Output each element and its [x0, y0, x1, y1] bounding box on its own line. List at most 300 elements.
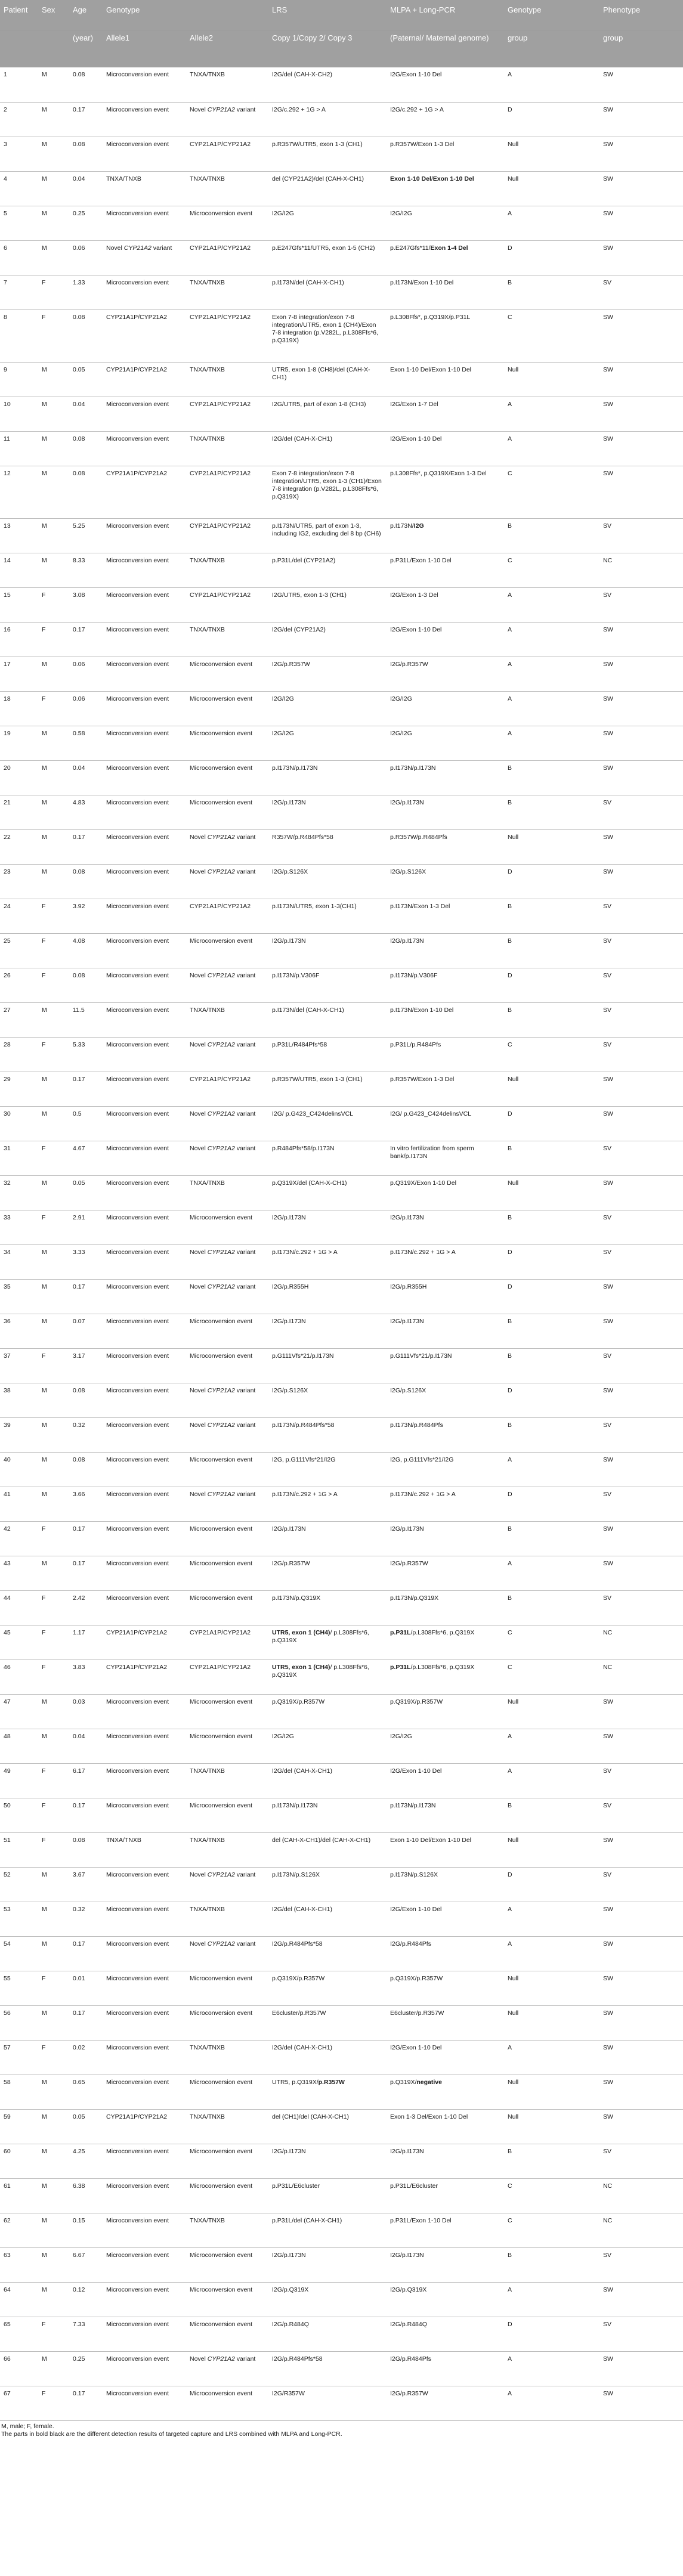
cell-lrs: p.I173N/c.292 + 1G > A [268, 1487, 387, 1521]
cell-allele2: Microconversion event [186, 760, 268, 795]
cell-patient: 31 [0, 1141, 38, 1175]
cell-patient: 38 [0, 1383, 38, 1417]
cell-sex: M [38, 1556, 69, 1590]
cell-phenotype-group: SV [599, 1348, 683, 1383]
table-row [0, 2075, 683, 2109]
cell-phenotype-group: NC [599, 2178, 683, 2213]
cell-patient: 34 [0, 1244, 38, 1279]
table-row [0, 2247, 683, 2282]
cell-phenotype-group: SW [599, 206, 683, 240]
cell-lrs: p.I173N/p.I173N [268, 760, 387, 795]
cell-mlpa: p.P31L/E6cluster [387, 2178, 504, 2213]
table-row [0, 691, 683, 726]
cell-mlpa: I2G/p.I173N [387, 1521, 504, 1556]
table-row [0, 553, 683, 587]
cell-sex: M [38, 171, 69, 206]
cell-mlpa: I2G/p.I173N [387, 2247, 504, 2282]
cell-sex: M [38, 1936, 69, 1971]
cell-genotype-group: Null [504, 1694, 599, 1729]
cell-phenotype-group: SV [599, 1417, 683, 1452]
table-row [0, 397, 683, 431]
cell-genotype-group: B [504, 518, 599, 553]
cell-mlpa: p.I173N/p.R484Pfs [387, 1417, 504, 1452]
cell-allele2: Microconversion event [186, 2386, 268, 2420]
cell-mlpa: p.I173N/c.292 + 1G > A [387, 1244, 504, 1279]
cell-sex: M [38, 2109, 69, 2144]
cell-genotype-group: B [504, 1002, 599, 1037]
cell-lrs: I2G/UTR5, part of exon 1-8 (CH3) [268, 397, 387, 431]
cell-allele1: Microconversion event [103, 968, 186, 1002]
table-row [0, 1417, 683, 1452]
cell-mlpa: I2G/Exon 1-10 Del [387, 2040, 504, 2075]
cell-genotype-group: B [504, 1798, 599, 1832]
cell-phenotype-group: NC [599, 2213, 683, 2247]
cell-phenotype-group: SV [599, 795, 683, 829]
cell-sex: F [38, 2386, 69, 2420]
cell-age: 6.38 [69, 2178, 103, 2213]
cell-mlpa: I2G/p.I173N [387, 795, 504, 829]
cell-mlpa: E6cluster/p.R357W [387, 2005, 504, 2040]
cell-age: 0.08 [69, 67, 103, 102]
cell-genotype-group: D [504, 2317, 599, 2351]
cell-allele1: Microconversion event [103, 622, 186, 657]
cell-phenotype-group: SW [599, 864, 683, 899]
cell-lrs: I2G/R357W [268, 2386, 387, 2420]
header-genotype-alleles: Genotype [103, 0, 186, 30]
table-row [0, 1141, 683, 1175]
cell-allele1: Microconversion event [103, 2040, 186, 2075]
cell-age: 4.83 [69, 795, 103, 829]
cell-mlpa: p.I173N/Exon 1-3 Del [387, 899, 504, 933]
cell-allele2: TNXA/TNXB [186, 1902, 268, 1936]
cell-age: 0.08 [69, 1452, 103, 1487]
table-row [0, 1002, 683, 1037]
cell-allele1: Microconversion event [103, 2213, 186, 2247]
cell-lrs: p.P31L/E6cluster [268, 2178, 387, 2213]
cell-sex: M [38, 1175, 69, 1210]
cell-patient: 42 [0, 1521, 38, 1556]
cell-lrs: p.R357W/UTR5, exon 1-3 (CH1) [268, 137, 387, 171]
cell-phenotype-group: SW [599, 726, 683, 760]
cell-allele1: Microconversion event [103, 1867, 186, 1902]
cell-patient: 8 [0, 309, 38, 362]
cell-mlpa: p.I173N/p.S126X [387, 1867, 504, 1902]
cell-sex: M [38, 1279, 69, 1314]
cell-allele2: CYP21A1P/CYP21A2 [186, 587, 268, 622]
cell-lrs: I2G/p.I173N [268, 2247, 387, 2282]
table-row [0, 2109, 683, 2144]
cell-phenotype-group: SW [599, 2040, 683, 2075]
cell-allele2: TNXA/TNXB [186, 1832, 268, 1867]
cell-sex: M [38, 1417, 69, 1452]
cell-lrs: UTR5, exon 1 (CH4)/ p.L308Ffs*6, p.Q319X [268, 1659, 387, 1694]
cell-allele2: Microconversion event [186, 2178, 268, 2213]
cell-phenotype-group: SW [599, 240, 683, 275]
cell-allele1: TNXA/TNXB [103, 171, 186, 206]
cell-allele1: Microconversion event [103, 933, 186, 968]
cell-patient: 67 [0, 2386, 38, 2420]
cell-patient: 41 [0, 1487, 38, 1521]
cell-genotype-group: B [504, 1521, 599, 1556]
cell-phenotype-group: SV [599, 1763, 683, 1798]
cell-mlpa: I2G/Exon 1-3 Del [387, 587, 504, 622]
cell-phenotype-group: SW [599, 309, 683, 362]
cell-phenotype-group: SW [599, 102, 683, 137]
cell-genotype-group: B [504, 933, 599, 968]
cell-age: 0.17 [69, 2005, 103, 2040]
cell-lrs: p.Q319X/p.R357W [268, 1971, 387, 2005]
cell-sex: M [38, 864, 69, 899]
cell-patient: 44 [0, 1590, 38, 1625]
cell-age: 4.25 [69, 2144, 103, 2178]
cell-age: 0.17 [69, 829, 103, 864]
table-row [0, 1694, 683, 1729]
cell-lrs: I2G/I2G [268, 206, 387, 240]
cell-genotype-group: A [504, 206, 599, 240]
table-row [0, 2178, 683, 2213]
cell-sex: M [38, 795, 69, 829]
table-row [0, 1037, 683, 1072]
cell-genotype-group: B [504, 1314, 599, 1348]
cell-sex: M [38, 1072, 69, 1106]
cell-phenotype-group: SV [599, 1798, 683, 1832]
cell-lrs: I2G/p.I173N [268, 1210, 387, 1244]
cell-patient: 26 [0, 968, 38, 1002]
cell-allele2: Novel CYP21A2 variant [186, 829, 268, 864]
cell-allele1: Microconversion event [103, 1902, 186, 1936]
cell-allele2: Microconversion event [186, 1971, 268, 2005]
cell-phenotype-group: SW [599, 2351, 683, 2386]
cell-allele1: TNXA/TNXB [103, 1832, 186, 1867]
cell-allele2: Microconversion event [186, 933, 268, 968]
cell-allele1: Microconversion event [103, 1314, 186, 1348]
cell-allele1: Microconversion event [103, 275, 186, 309]
cell-phenotype-group: SW [599, 1936, 683, 1971]
cell-genotype-group: B [504, 1348, 599, 1383]
cell-sex: M [38, 431, 69, 466]
cell-patient: 54 [0, 1936, 38, 1971]
cell-allele1: Microconversion event [103, 1037, 186, 1072]
cell-genotype-group: A [504, 67, 599, 102]
cell-sex: M [38, 1902, 69, 1936]
cell-mlpa: Exon 1-10 Del/Exon 1-10 Del [387, 171, 504, 206]
cell-lrs: I2G/p.I173N [268, 1314, 387, 1348]
cell-mlpa: I2G/p.I173N [387, 1210, 504, 1244]
cell-allele2: Microconversion event [186, 726, 268, 760]
cell-mlpa: I2G/p.R357W [387, 1556, 504, 1590]
cell-allele1: Microconversion event [103, 1210, 186, 1244]
cell-lrs: I2G/p.R357W [268, 1556, 387, 1590]
cell-phenotype-group: SW [599, 397, 683, 431]
cell-age: 0.17 [69, 1072, 103, 1106]
cell-age: 6.67 [69, 2247, 103, 2282]
cell-genotype-group: C [504, 2178, 599, 2213]
cell-age: 0.17 [69, 1936, 103, 1971]
cell-genotype-group: D [504, 1279, 599, 1314]
cell-sex: F [38, 1348, 69, 1383]
cell-patient: 48 [0, 1729, 38, 1763]
cell-age: 0.08 [69, 968, 103, 1002]
cell-age: 0.02 [69, 2040, 103, 2075]
cell-patient: 18 [0, 691, 38, 726]
cell-sex: F [38, 1521, 69, 1556]
cell-allele2: Microconversion event [186, 1798, 268, 1832]
cell-phenotype-group: SW [599, 829, 683, 864]
cell-patient: 50 [0, 1798, 38, 1832]
cell-genotype-group: C [504, 2213, 599, 2247]
cell-mlpa: I2G/p.I173N [387, 933, 504, 968]
cell-lrs: I2G/p.R484Pfs*58 [268, 2351, 387, 2386]
cell-allele2: CYP21A1P/CYP21A2 [186, 1625, 268, 1659]
cell-mlpa: I2G/Exon 1-10 Del [387, 67, 504, 102]
cell-mlpa: I2G/p.I173N [387, 2144, 504, 2178]
cell-allele1: Microconversion event [103, 1556, 186, 1590]
cell-mlpa: I2G/I2G [387, 206, 504, 240]
table-row [0, 933, 683, 968]
cell-genotype-group: Null [504, 1175, 599, 1210]
table-row [0, 2386, 683, 2420]
cell-genotype-group: B [504, 2247, 599, 2282]
cell-genotype-group: A [504, 2282, 599, 2317]
cell-lrs: I2G/del (CAH-X-CH1) [268, 2040, 387, 2075]
cell-genotype-group: B [504, 795, 599, 829]
table-row [0, 309, 683, 362]
cell-allele1: Microconversion event [103, 1694, 186, 1729]
cell-patient: 62 [0, 2213, 38, 2247]
cell-allele1: Microconversion event [103, 137, 186, 171]
cell-allele1: Microconversion event [103, 1141, 186, 1175]
cell-allele1: Microconversion event [103, 2351, 186, 2386]
cell-sex: F [38, 622, 69, 657]
table-row [0, 137, 683, 171]
cell-phenotype-group: SV [599, 2247, 683, 2282]
cell-mlpa: I2G/I2G [387, 1729, 504, 1763]
cell-allele1: Microconversion event [103, 1348, 186, 1383]
cell-allele2: Microconversion event [186, 1590, 268, 1625]
cell-allele1: Microconversion event [103, 1417, 186, 1452]
cell-patient: 4 [0, 171, 38, 206]
cell-allele1: Microconversion event [103, 1521, 186, 1556]
cell-patient: 23 [0, 864, 38, 899]
cell-patient: 28 [0, 1037, 38, 1072]
cell-phenotype-group: SW [599, 1694, 683, 1729]
cell-phenotype-group: SW [599, 2386, 683, 2420]
header-phenotype-group: Phenotype [599, 0, 683, 30]
cell-allele2: TNXA/TNXB [186, 2109, 268, 2144]
cell-patient: 39 [0, 1417, 38, 1452]
cell-sex: M [38, 67, 69, 102]
cell-genotype-group: A [504, 691, 599, 726]
cell-sex: M [38, 2005, 69, 2040]
cell-allele1: Microconversion event [103, 1072, 186, 1106]
cell-allele2: Microconversion event [186, 1694, 268, 1729]
cell-mlpa: I2G/p.Q319X [387, 2282, 504, 2317]
cell-lrs: p.I173N/p.R484Pfs*58 [268, 1417, 387, 1452]
cell-phenotype-group: SW [599, 362, 683, 397]
cell-lrs: p.G111Vfs*21/p.I173N [268, 1348, 387, 1383]
cell-mlpa: p.I173N/c.292 + 1G > A [387, 1487, 504, 1521]
cell-age: 0.08 [69, 431, 103, 466]
cell-allele2: TNXA/TNXB [186, 67, 268, 102]
cell-lrs: p.R484Pfs*58/p.I173N [268, 1141, 387, 1175]
cell-patient: 51 [0, 1832, 38, 1867]
cell-allele2: CYP21A1P/CYP21A2 [186, 309, 268, 362]
cell-sex: M [38, 2247, 69, 2282]
cell-allele1: CYP21A1P/CYP21A2 [103, 1659, 186, 1694]
cell-allele1: Microconversion event [103, 102, 186, 137]
table-row [0, 1902, 683, 1936]
cell-lrs: I2G/p.S126X [268, 864, 387, 899]
cell-allele2: TNXA/TNXB [186, 2213, 268, 2247]
cell-mlpa: p.I173N/p.Q319X [387, 1590, 504, 1625]
cell-patient: 27 [0, 1002, 38, 1037]
cell-phenotype-group: SV [599, 1590, 683, 1625]
cell-allele1: Microconversion event [103, 1244, 186, 1279]
cell-mlpa: I2G/Exon 1-7 Del [387, 397, 504, 431]
cell-allele1: Microconversion event [103, 657, 186, 691]
cell-allele2: CYP21A1P/CYP21A2 [186, 1072, 268, 1106]
cell-allele1: Microconversion event [103, 1487, 186, 1521]
cell-sex: M [38, 1244, 69, 1279]
cell-allele1: Microconversion event [103, 2317, 186, 2351]
cell-lrs: I2G, p.G111Vfs*21/I2G [268, 1452, 387, 1487]
cell-age: 4.08 [69, 933, 103, 968]
cell-allele1: Microconversion event [103, 1729, 186, 1763]
cell-lrs: I2G/p.S126X [268, 1383, 387, 1417]
cell-mlpa: I2G/I2G [387, 726, 504, 760]
cell-genotype-group: A [504, 397, 599, 431]
cell-lrs: p.I173N/UTR5, part of exon 1-3, including IG2, excluding del 8 bp (CH6) [268, 518, 387, 553]
cell-lrs: p.I173N/p.V306F [268, 968, 387, 1002]
footnote-abbreviations: M, male; F, female. [1, 2422, 54, 2430]
cell-allele1: Microconversion event [103, 1763, 186, 1798]
header-row-top [0, 0, 683, 30]
cell-genotype-group: B [504, 1141, 599, 1175]
cell-lrs: I2G/p.Q319X [268, 2282, 387, 2317]
cell-patient: 60 [0, 2144, 38, 2178]
cell-genotype-group: A [504, 587, 599, 622]
cell-age: 0.65 [69, 2075, 103, 2109]
cell-patient: 7 [0, 275, 38, 309]
cell-patient: 16 [0, 622, 38, 657]
cell-phenotype-group: SW [599, 1072, 683, 1106]
cell-allele1: Microconversion event [103, 67, 186, 102]
cell-phenotype-group: SW [599, 760, 683, 795]
cell-mlpa: p.L308Ffs*, p.Q319X/Exon 1-3 Del [387, 466, 504, 518]
cell-age: 0.32 [69, 1417, 103, 1452]
cell-allele2: Microconversion event [186, 206, 268, 240]
cell-phenotype-group: SW [599, 1556, 683, 1590]
cell-genotype-group: A [504, 2351, 599, 2386]
cell-allele2: Novel CYP21A2 variant [186, 1141, 268, 1175]
cell-allele2: Microconversion event [186, 1729, 268, 1763]
table-row [0, 362, 683, 397]
cell-sex: M [38, 1002, 69, 1037]
cell-sex: F [38, 2317, 69, 2351]
cell-lrs: p.I173N/del (CAH-X-CH1) [268, 275, 387, 309]
cell-sex: F [38, 1037, 69, 1072]
cell-allele2: Novel CYP21A2 variant [186, 102, 268, 137]
cell-genotype-group: A [504, 622, 599, 657]
cell-phenotype-group: SW [599, 622, 683, 657]
cell-lrs: I2G/del (CAH-X-CH1) [268, 431, 387, 466]
cell-phenotype-group: SW [599, 2282, 683, 2317]
cell-phenotype-group: SW [599, 1452, 683, 1487]
cell-age: 0.05 [69, 362, 103, 397]
cell-age: 0.06 [69, 240, 103, 275]
cell-phenotype-group: SV [599, 1141, 683, 1175]
table-row [0, 899, 683, 933]
cell-mlpa: p.Q319X/Exon 1-10 Del [387, 1175, 504, 1210]
cell-patient: 24 [0, 899, 38, 933]
cell-age: 5.33 [69, 1037, 103, 1072]
cell-sex: M [38, 1106, 69, 1141]
header-row-sub [0, 30, 683, 68]
cell-sex: F [38, 587, 69, 622]
cell-patient: 13 [0, 518, 38, 553]
cell-age: 0.06 [69, 691, 103, 726]
table-row [0, 1314, 683, 1348]
cell-age: 0.17 [69, 1556, 103, 1590]
cell-patient: 53 [0, 1902, 38, 1936]
cell-age: 5.25 [69, 518, 103, 553]
table-row [0, 1244, 683, 1279]
cell-genotype-group: D [504, 864, 599, 899]
cell-genotype-group: A [504, 1763, 599, 1798]
cell-genotype-group: B [504, 1417, 599, 1452]
cell-sex: F [38, 1798, 69, 1832]
cell-allele1: Microconversion event [103, 2005, 186, 2040]
table-row [0, 67, 683, 102]
cell-mlpa: I2G/p.R357W [387, 657, 504, 691]
cell-patient: 9 [0, 362, 38, 397]
cell-lrs: I2G/I2G [268, 1729, 387, 1763]
cell-patient: 19 [0, 726, 38, 760]
cell-sex: M [38, 102, 69, 137]
cell-sex: M [38, 466, 69, 518]
cell-age: 0.08 [69, 466, 103, 518]
cell-sex: M [38, 760, 69, 795]
table-row [0, 466, 683, 518]
cell-mlpa: p.P31L/p.L308Ffs*6, p.Q319X [387, 1659, 504, 1694]
cell-allele2: Microconversion event [186, 795, 268, 829]
table-row [0, 1798, 683, 1832]
cell-mlpa: p.I173N/Exon 1-10 Del [387, 1002, 504, 1037]
cell-allele1: Microconversion event [103, 829, 186, 864]
cell-allele2: TNXA/TNXB [186, 2040, 268, 2075]
cell-phenotype-group: SV [599, 1210, 683, 1244]
cell-sex: F [38, 933, 69, 968]
table-row [0, 864, 683, 899]
cell-genotype-group: B [504, 1590, 599, 1625]
cell-sex: F [38, 1141, 69, 1175]
cell-phenotype-group: SW [599, 691, 683, 726]
table-row [0, 1659, 683, 1694]
table-row [0, 1521, 683, 1556]
cell-lrs: UTR5, p.Q319X/p.R357W [268, 2075, 387, 2109]
cell-age: 0.04 [69, 397, 103, 431]
cell-allele1: Microconversion event [103, 1971, 186, 2005]
cell-age: 1.33 [69, 275, 103, 309]
cell-phenotype-group: SW [599, 431, 683, 466]
cell-age: 0.15 [69, 2213, 103, 2247]
cell-allele2: Microconversion event [186, 1452, 268, 1487]
cell-allele2: CYP21A1P/CYP21A2 [186, 466, 268, 518]
cell-patient: 11 [0, 431, 38, 466]
cell-sex: M [38, 2351, 69, 2386]
cell-patient: 21 [0, 795, 38, 829]
cell-allele2: Novel CYP21A2 variant [186, 2351, 268, 2386]
